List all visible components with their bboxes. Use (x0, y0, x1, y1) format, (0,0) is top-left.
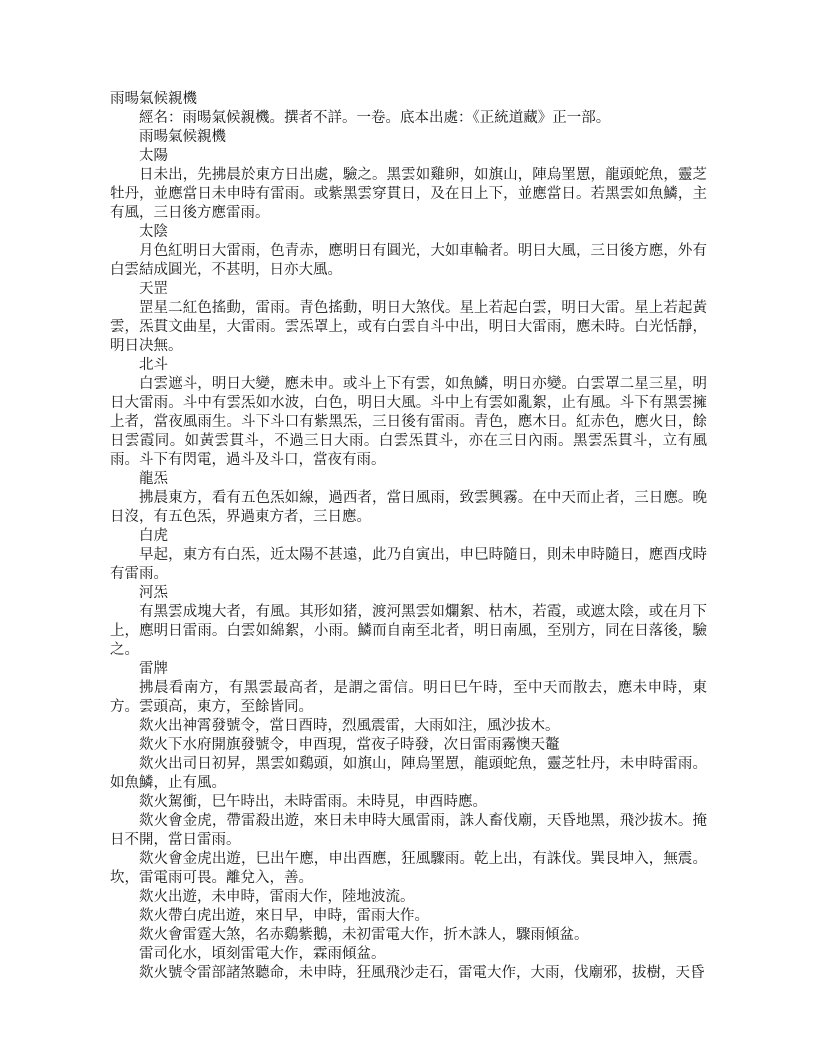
section-heading: 雷牌 (139, 661, 168, 677)
section-heading: 太陽 (139, 148, 168, 164)
paragraph: 雷司化水，頃刻雷電大作，霖雨傾盆。 (139, 946, 386, 962)
paragraph: 欻火出司日初昇，黑雲如鷄頭，如旗山，陣烏罣罳，龍頭蛇魚，靈芝牡丹，未申時雷雨。如魚鱗，止有風。 (110, 756, 707, 791)
section-heading: 北斗 (139, 357, 168, 373)
paragraph: 欻火會金虎，帶雷殺出遊，來日未申時大風雷雨，誅人畜伐廟，天昏地黑，飛沙拔木。掩日不開，當日雷雨。 (110, 813, 707, 848)
paragraph: 白雲遮斗，明日大變，應未申。或斗上下有雲，如魚鱗，明日亦變。白雲罩二星三星，明日大雷雨。斗中有雲炁如水波，白色，明日大風。斗中上有雲如亂絮，止有風。斗下有黑雲擁上者，當夜風雨生。斗下斗口有紫黑炁，三日後有雷雨。青色，應木日。紅赤色，應火日，餘日雲霞同。如黃雲貫斗，不過三日大雨。白雲炁貫斗，亦在三日內雨。黑雲炁貫斗，立有風雨。斗下有閃電，過斗及斗口，當夜有雨。 (110, 376, 707, 468)
section-heading: 河炁 (139, 585, 168, 601)
paragraph: 欻火會金虎出遊，巳出午應，申出酉應，狂風驟雨。乾上出，有誅伐。巽艮坤入，無震。坎，雷電雨可畏。離兌入，善。 (110, 851, 707, 886)
paragraph: 早起，東方有白炁，近太陽不甚遠，此乃自寅出，申巳時隨日，則未申時隨日，應酉戌時有雷雨。 (110, 547, 707, 582)
section-heading: 太陰 (139, 224, 168, 240)
paragraph: 欻火帶白虎出遊，來日早，申時，雷雨大作。 (139, 908, 429, 924)
paragraph: 欻火下水府開旗發號令，申酉現，當夜子時發，次日雷雨霧懊天鼇 (139, 737, 560, 753)
document-title: 雨暘氣候親機 (110, 91, 197, 107)
inner-title: 雨暘氣候親機 (139, 129, 226, 145)
section-heading: 龍炁 (139, 471, 168, 487)
section-heading: 白虎 (139, 528, 168, 544)
paragraph: 日未出，先拂晨於東方日出處，驗之。黑雲如雞卵，如旗山，陣烏罣罳，龍頭蛇魚，靈芝牡丹，並應當日未申時有雷雨。或紫黑雲穿貫日，及在日上下，並應當日。若黑雲如魚鱗，主有風，三日後方應雷雨。 (110, 167, 707, 221)
paragraph: 拂晨東方，看有五色炁如線，過西者，當日風雨，致雲興霧。在中天而止者，三日應。晚日沒，有五色炁，界過東方者，三日應。 (110, 490, 707, 525)
paragraph: 欻火出神霄發號令，當日酉時，烈風震雷，大雨如注，風沙拔木。 (139, 718, 560, 734)
paragraph: 有黑雲成塊大者，有風。其形如猪，渡河黑雲如爛絮、枯木，若霞，或遮太陰，或在月下上，應明日雷雨。白雲如綿絮，小雨。鱗而自南至北者，明日南風，至別方，同在日落後，驗之。 (110, 604, 707, 658)
paragraph: 月色紅明日大雷雨，色青赤，應明日有圓光，大如車輪者。明日大風，三日後方應，外有白雲結成圓光，不甚明，日亦大風。 (110, 243, 707, 278)
paragraph: 拂晨看南方，有黑雲最高者，是謂之雷信。明日巳午時，至中天而散去，應未申時，東方。雲頭高，東方，至餘皆同。 (110, 680, 707, 715)
colophon: 經名：雨暘氣候親機。撰者不詳。一卷。底本出處：《正統道藏》正一部。 (139, 110, 611, 126)
document-text-block (110, 90, 707, 983)
section-heading: 天罡 (139, 281, 168, 297)
paragraph: 欻火號令雷部諸煞聽命，未申時，狂風飛沙走石，雷電大作，大雨，伐廟邪，拔樹，天昏 (139, 965, 705, 981)
paragraph: 欻火會雷霆大煞，名赤鷄紫鵝，未初雷電大作，折木誅人，驟雨傾盆。 (139, 927, 589, 943)
paragraph: 罡星二紅色搖動，雷雨。青色搖動，明日大煞伐。星上若起白雲，明日大雷。星上若起黃雲，炁貫文曲星，大雷雨。雲炁罩上，或有白雲自斗中出，明日大雷雨，應未時。白光恬靜，明日决無。 (110, 300, 707, 354)
paragraph: 欻火出遊，未申時，雷雨大作，陸地波流。 (139, 889, 415, 905)
paragraph: 欻火駕衝，巳午時出，未時雷雨。未時見，申酉時應。 (139, 794, 487, 810)
